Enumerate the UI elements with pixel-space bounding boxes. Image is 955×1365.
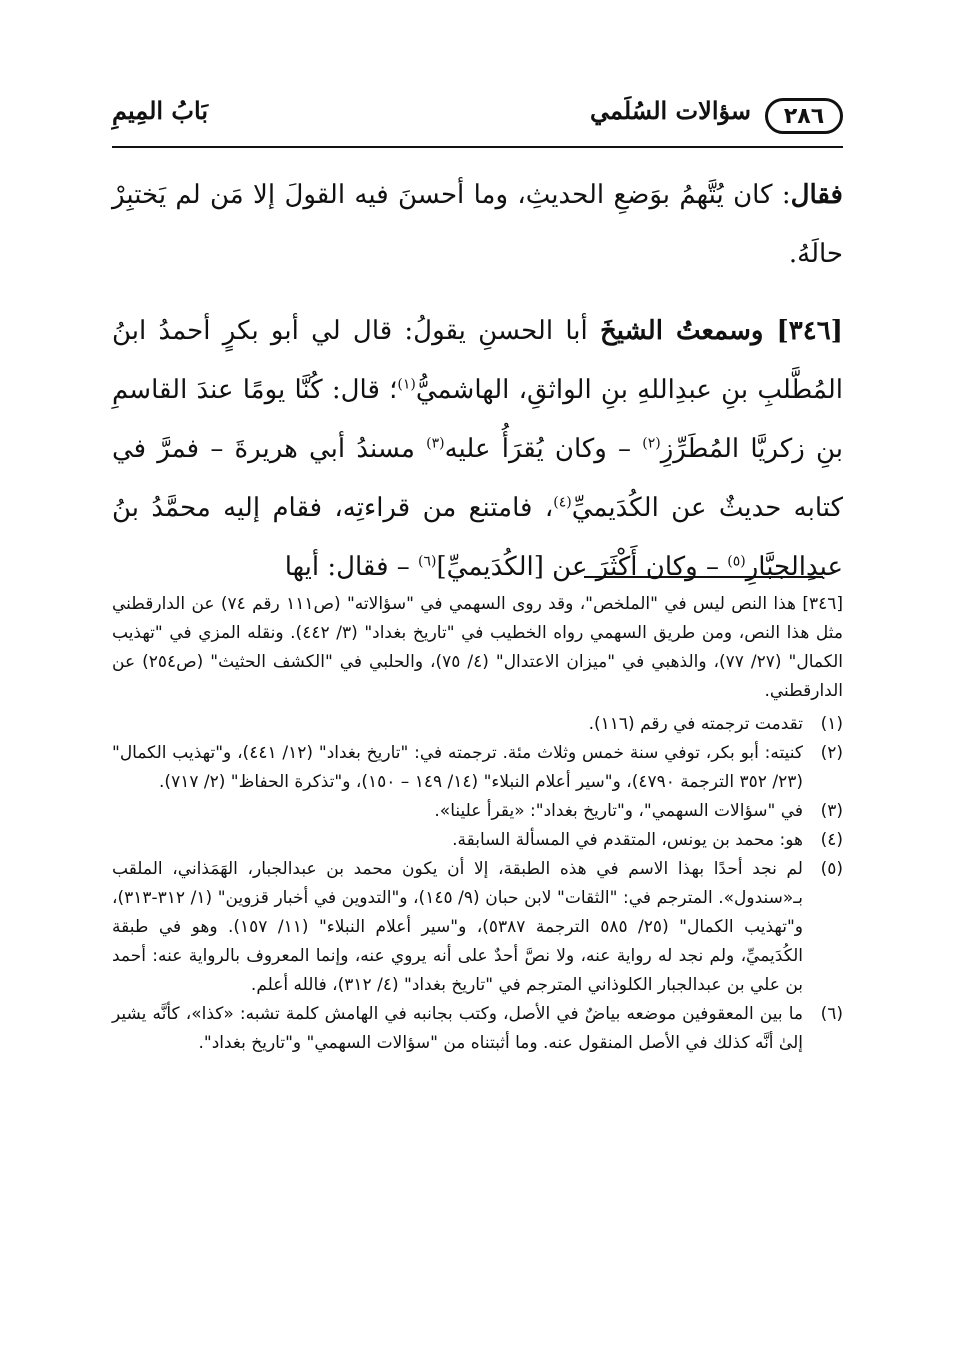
footnote-ref: (٢) <box>642 435 661 452</box>
footnote-divider <box>584 576 823 578</box>
paragraph-text: ؛ قال: كُنَّا يومًا عندَ القاسمِ بنِ زكريَّا المُطَرِّزِ <box>112 375 844 464</box>
footnotes <box>112 590 843 1058</box>
footnote-text: كنيته: أبو بكر، توفي سنة خمس وثلاث مئة. ترجمته في: "تاريخ بغداد" (١٢/ ٤٤١)، و"تهذيب الكمال" (٢٣/ ٣٥٢ الترجمة ٤٧٩٠)، و"سير أعلام النبلاء" (١٤/ ١٤٩ – ١٥٠)، و"تذكرة الحفاظ" (٢/ ٧١٧). <box>112 743 803 792</box>
entry-lead: وسمعتُ الشيخَ <box>599 316 777 346</box>
page-number: ٢٨٦ <box>765 98 843 134</box>
footnote-text: لم نجد أحدًا بهذا الاسم في هذه الطبقة، إلا أن يكون محمد بن عبدالجبار، الهَمَذاني، الملقب بـ«سندول». المترجم في: "الثقات" لابن حبان (٩/ ١٤٥)، و"التدوين في أخبار قزوين" (١/ ٣١٢-٣١٣)، و"تهذيب الكمال" (٢٥/ ٥٨٥ الترجمة ٥٣٨٧)، و"سير أعلام النبلاء" (١١/ ١٥٧). وهو في طبقة الكُدَيميِّ، ولم نجد له رواية عنه، ولا نصَّ أحدٌ على أنه يروي عنه، وإنما المعروف بالرواية عنه: أحمد بن علي بن عبدالجبار الكلوذاني المترجم في "تاريخ بغداد" (٤/ ٣١٢)، فالله أعلم. <box>112 859 804 995</box>
paragraph-text: – وكان أَكْثَرَ عن [الكُدَيميِّ] <box>436 552 728 582</box>
paragraph-text: : كان يُتَّهمُ بوَضعِ الحديثِ، وما أحسنَ فيه القولَ إلا مَن لم يَختبِرْ حالَهُ. <box>112 180 843 269</box>
footnote-text: هو: محمد بن يونس، المتقدم في المسألة السابقة. <box>452 830 803 850</box>
footnote-number: (١) <box>820 714 843 734</box>
header-divider <box>112 146 843 148</box>
footnote-number: (٥) <box>820 859 843 879</box>
footnote-text: في "سؤالات السهمي"، و"تاريخ بغداد": «يقرأ علينا». <box>434 801 803 821</box>
footnote-item <box>112 855 843 1000</box>
footnote-ref: (٥) <box>727 553 746 570</box>
footnote-number: (٤) <box>820 830 843 850</box>
chapter-title: بَابُ المِيمِ <box>112 96 209 125</box>
paragraph-text: مسندُ أبي هريرةَ – فمرَّ في كتابه حديثٌ عن الكُدَيميِّ <box>112 434 844 523</box>
footnote-number: (٦) <box>820 1004 843 1024</box>
entry-number: [٣٤٦] <box>776 316 843 346</box>
footnote-item <box>112 1000 843 1058</box>
footnote-item <box>112 826 843 855</box>
paragraph-text: – وكان يُقرَأُ عليه <box>444 434 643 464</box>
page-header <box>112 96 843 142</box>
footnote-ref: (٦) <box>418 553 437 570</box>
main-text <box>112 166 843 615</box>
footnote-item <box>112 710 843 739</box>
footnote-item <box>112 797 843 826</box>
footnote-number: (٣) <box>820 801 843 821</box>
paragraph-text: ، فامتنع من قراءتِه، فقام إليه محمَّدُ بنُ عبدِالجبَّارِ <box>112 493 843 582</box>
footnote-text: تقدمت ترجمته في رقم (١١٦). <box>588 714 803 734</box>
footnote-ref: (٤) <box>553 494 572 511</box>
footnote-ref: (١) <box>397 376 416 393</box>
paragraph-text: – فقال: أيها <box>284 552 419 582</box>
speaker-label: فقال <box>790 180 843 210</box>
footnote-intro: [٣٤٦] هذا النص ليس في "الملخص"، وقد روى السهمي في "سؤالاته" (ص١١١ رقم ٧٤) عن الدارقطني مثل هذا النص، ومن طريق السهمي رواه الخطيب في "تاريخ بغداد" (٣/ ٤٤٢). ونقله المزي في "تهذيب الكمال" (٢٧/ ٧٧)، والذهبي في "ميزان الاعتدال" (٤/ ٧٥)، والحلبي في "الكشف الحثيث" (ص٢٥٤) عن الدارقطني. <box>112 594 844 701</box>
paragraph-text: أبا الحسنِ يقولُ: قال لي أبو بكرٍ أحمدُ ابنُ المُطَّلبِ بنِ عبدِاللهِ بنِ الواثقِ، الهاشميُّ <box>112 316 843 405</box>
footnote-ref: (٣) <box>426 435 445 452</box>
paragraph <box>112 166 843 284</box>
footnote-number: (٢) <box>820 743 843 763</box>
paragraph <box>112 302 843 597</box>
footnote-item <box>112 739 843 797</box>
footnote-text: ما بين المعقوفين موضعه بياضٌ في الأصل، وكتب بجانبه في الهامش كلمة تشبه: «كذا»، كأنَّه يشير إلىٰ أنَّه كذلك في الأصل المنقول عنه. وما أثبتناه من "سؤالات السهمي" و"تاريخ بغداد". <box>112 1004 803 1053</box>
book-title: سؤالات السُلَمي <box>589 96 751 125</box>
